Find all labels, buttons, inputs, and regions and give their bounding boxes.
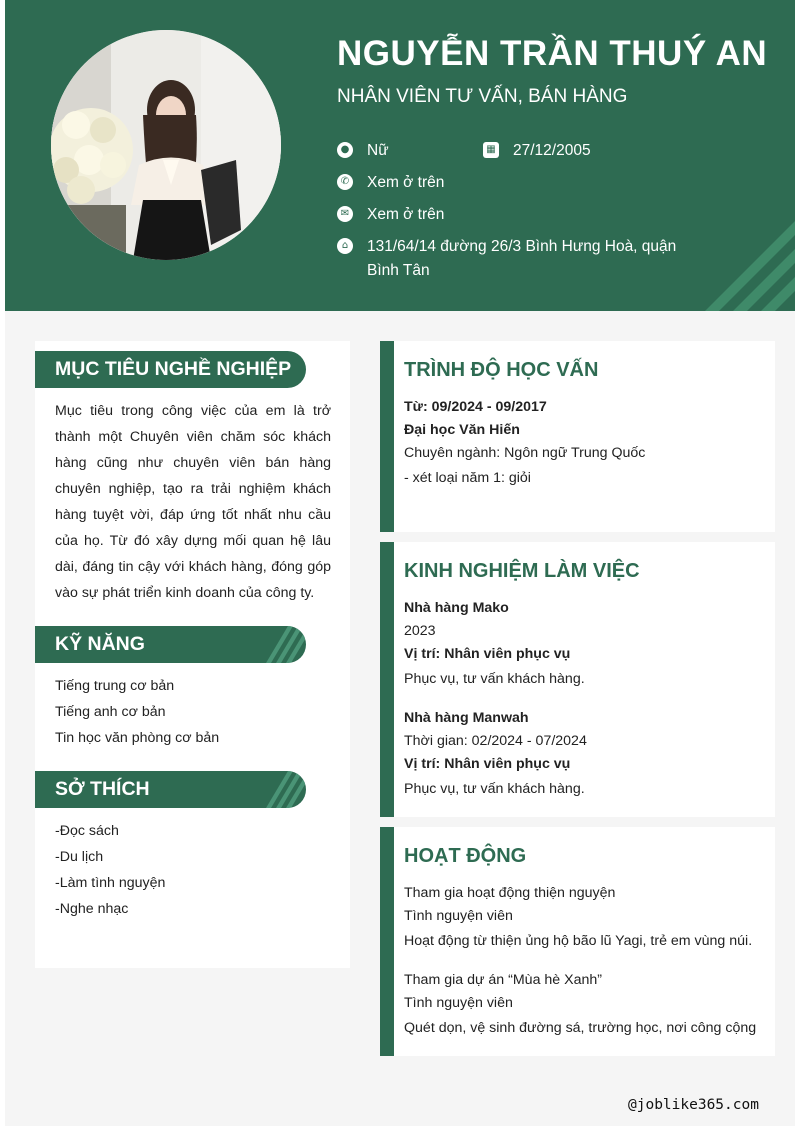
skills-list [55,673,219,751]
list-item: Tiếng anh cơ bản [55,704,166,720]
hobbies-title: SỞ THÍCH [55,778,150,800]
card-accent-bar [380,827,394,1056]
job-title: NHÂN VIÊN TƯ VẤN, BÁN HÀNG [337,86,628,107]
list-item: Tiếng trung cơ bản [55,678,175,694]
skills-title: KỸ NĂNG [55,633,145,655]
hobbies-header [35,771,306,808]
activities-card [380,827,775,1056]
job-time: Thời gian: 02/2024 - 07/2024 [404,733,587,749]
activity-role: Tình nguyện viên [404,908,513,924]
address-line-1: 131/64/14 đường 26/3 Bình Hưng Hoà, quận [367,238,677,255]
email-value: Xem ở trên [367,206,445,223]
job-company: Nhà hàng Manwah [404,710,529,726]
phone-icon: ✆ [337,174,353,190]
hobbies-list [55,818,165,922]
skills-header [35,626,306,663]
education-note: - xét loại năm 1: giỏi [404,470,531,486]
job-company: Nhà hàng Mako [404,600,509,616]
list-item: -Du lịch [55,849,104,865]
address-value [367,235,676,283]
gender-value: Nữ [367,142,389,159]
home-icon: ⌂ [337,238,353,254]
job-description: Phục vụ, tư vấn khách hàng. [404,781,585,797]
activity-description: Quét dọn, vệ sinh đường sá, trường học, nơi công cộng [404,1020,757,1036]
education-card [380,341,775,532]
job-description: Phục vụ, tư vấn khách hàng. [404,671,585,687]
calendar-icon: ▦ [483,142,499,158]
cv-page [5,0,795,1126]
job-position: Vị trí: Nhân viên phục vụ [404,756,571,772]
activity-description: Hoạt động từ thiện ủng hộ bão lũ Yagi, trẻ em vùng núi. [404,933,753,949]
list-item: Tin học văn phòng cơ bản [55,730,220,746]
footer-watermark: @joblike365.com [628,1097,759,1113]
education-school: Đại học Văn Hiến [404,422,520,438]
avatar-photo [51,30,281,260]
birthday-info [483,139,591,163]
header-stripes [246,771,306,808]
user-icon: ● [337,142,353,158]
card-accent-bar [380,341,394,532]
objective-text: Mục tiêu trong công việc của em là trở thành một Chuyên viên chăm sóc khách hàng cũng như chuyên viên bán hàng chuyên nghiệp, tạo ra trải nghiệm khách hàng tuyệt vời, đáp ứng tốt nhất nhu cầu của họ. Từ đó xây dựng mối quan hệ lâu dài, đáng tin cậy với khách hàng, đóng góp vào sự phát triển kinh doanh của công ty. [55,403,331,601]
activity-name: Tham gia hoạt động thiện nguyện [404,885,616,901]
header-stripes [246,626,306,663]
avatar [51,30,281,260]
education-title: TRÌNH ĐỘ HỌC VẤN [404,359,599,381]
gender-info [337,139,389,163]
objective-header [35,351,306,388]
activities-title: HOẠT ĐỘNG [404,845,527,867]
address-line-2: Bình Tân [367,262,430,279]
cv-header [5,0,795,311]
job-position: Vị trí: Nhân viên phục vụ [404,646,571,662]
education-period: Từ: 09/2024 - 09/2017 [404,399,547,415]
objective-title: MỤC TIÊU NGHỀ NGHIỆP [55,358,292,380]
activity-role: Tình nguyện viên [404,995,513,1011]
experience-card [380,542,775,817]
mail-icon: ✉ [337,206,353,222]
phone-info [337,171,444,195]
list-item: -Nghe nhạc [55,901,129,917]
left-column [35,341,350,968]
job-time: 2023 [404,623,436,639]
list-item: -Làm tình nguyện [55,875,166,891]
experience-title: KINH NGHIỆM LÀM VIỆC [404,560,640,582]
list-item: -Đọc sách [55,823,119,839]
card-accent-bar [380,542,394,817]
activity-name: Tham gia dự án “Mùa hè Xanh” [404,972,602,988]
birthday-value: 27/12/2005 [513,142,591,159]
email-info [337,203,444,227]
education-major: Chuyên ngành: Ngôn ngữ Trung Quốc [404,445,646,461]
address-info [337,235,697,283]
phone-value: Xem ở trên [367,174,445,191]
candidate-name: NGUYỄN TRẦN THUÝ AN [337,34,768,73]
